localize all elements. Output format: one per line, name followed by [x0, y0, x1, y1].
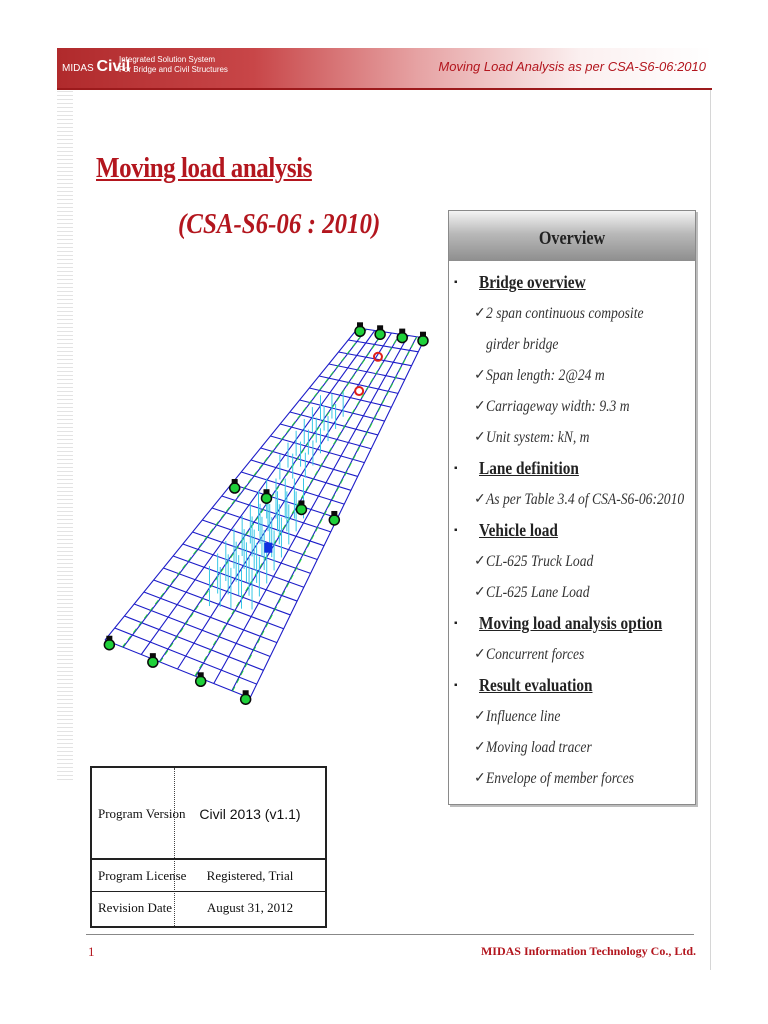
section-title-text: Vehicle load [479, 520, 558, 540]
page-number: 1 [88, 944, 95, 959]
checkmark-icon: ✓ [474, 492, 486, 507]
row-value: August 31, 2012 [206, 900, 294, 915]
bullet-icon: ▪ [454, 680, 458, 691]
overview-section-title [454, 670, 695, 701]
section-title-text: Result evaluation [479, 675, 593, 695]
item-text: CL-625 Truck Load [486, 553, 594, 570]
overview-item [474, 577, 695, 608]
item-text: Moving load tracer [486, 739, 592, 756]
overview-item [474, 639, 695, 670]
section-title-text: Bridge overview [479, 272, 586, 292]
bearing-support-icon [230, 479, 240, 493]
bullet-icon: ▪ [454, 277, 458, 288]
bearing-support-icon [296, 500, 306, 514]
item-text: Concurrent forces [486, 646, 585, 663]
brand-prefix: MIDAS [62, 63, 94, 74]
overview-item [474, 298, 695, 360]
overview-item [474, 701, 695, 732]
bridge-model-image [90, 310, 440, 705]
row-key: Revision Date [98, 900, 173, 915]
checkmark-icon: ✓ [474, 771, 486, 786]
brand-name: Civil [96, 58, 131, 75]
item-text: Influence line [486, 708, 561, 725]
bearing-support-icon [375, 325, 385, 339]
item-text: CL-625 Lane Load [486, 584, 590, 601]
mesh-long-line [214, 336, 409, 684]
overview-section-title [454, 267, 695, 298]
table-row [92, 768, 325, 858]
row-value: Civil 2013 (v1.1) [199, 806, 301, 822]
bearing-support-icon [355, 322, 365, 336]
page-subtitle: (CSA-S6-06 : 2010) [178, 208, 381, 240]
row-value: Registered, Trial [206, 868, 294, 883]
table-row [92, 891, 325, 925]
overview-section-title [454, 453, 695, 484]
footer-rule [86, 934, 694, 935]
overview-heading: Overview [449, 211, 695, 261]
checkmark-icon: ✓ [474, 554, 486, 569]
overview-item [474, 732, 695, 763]
bullet-icon: ▪ [454, 618, 458, 629]
program-info-table [90, 766, 327, 928]
table-row [92, 858, 325, 892]
bearing-support-icon [241, 690, 251, 704]
checkmark-icon: ✓ [474, 647, 486, 662]
bearing-support-icon [329, 511, 339, 525]
item-text: Carriageway width: 9.3 m [486, 398, 630, 415]
bearing-support-icon [104, 636, 114, 650]
overview-item [474, 422, 695, 453]
checkmark-icon: ✓ [474, 430, 486, 445]
overview-list [449, 261, 695, 794]
item-text: Unit system: kN, m [486, 429, 590, 446]
company-name: MIDAS Information Technology Co., Ltd. [480, 944, 696, 958]
support-icons [104, 322, 428, 704]
decorative-side-strip [57, 90, 73, 780]
item-text: As per Table 3.4 of CSA-S6-06:2010 [486, 491, 685, 508]
load-marker [264, 543, 272, 553]
item-text: 2 span continuous composite girder bridge [486, 305, 644, 353]
checkmark-icon: ✓ [474, 399, 486, 414]
bullet-icon: ▪ [454, 525, 458, 536]
right-divider [710, 90, 711, 970]
overview-item [474, 484, 695, 515]
overview-item [474, 391, 695, 422]
checkmark-icon: ✓ [474, 585, 486, 600]
overview-section-title [454, 608, 695, 639]
overview-panel [448, 210, 696, 805]
section-title-text: Moving load analysis option [479, 613, 663, 633]
mesh-long-line [123, 329, 366, 647]
bridge-deck-mesh [105, 328, 425, 698]
overview-section-title [454, 515, 695, 546]
checkmark-icon: ✓ [474, 368, 486, 383]
tagline-line-2: For Bridge and Civil Structures [119, 65, 228, 74]
checkmark-icon: ✓ [474, 740, 486, 755]
header-band [57, 48, 712, 90]
overview-item [474, 546, 695, 577]
mesh-long-line [178, 333, 392, 669]
bullet-icon: ▪ [454, 463, 458, 474]
bearing-support-icon [418, 332, 428, 346]
item-text: Envelope of member forces [486, 770, 634, 787]
page-title: Moving load analysis [96, 152, 312, 184]
bearing-support-icon [148, 653, 158, 667]
overview-item [474, 360, 695, 391]
checkmark-icon: ✓ [474, 306, 486, 321]
checkmark-icon: ✓ [474, 709, 486, 724]
section-title-text: Lane definition [479, 458, 579, 478]
row-key: Program Version [98, 806, 186, 821]
brand-tagline [119, 55, 228, 75]
item-text: Span length: 2@24 m [486, 367, 605, 384]
tagline-line-1: Integrated Solution System [119, 55, 216, 64]
hinge-marker [355, 387, 363, 395]
bearing-support-icon [397, 329, 407, 343]
row-key: Program License [98, 868, 187, 883]
bearing-support-icon [261, 489, 271, 503]
overview-item [474, 763, 695, 794]
header-page-title: Moving Load Analysis as per CSA-S6-06:2010 [438, 59, 706, 74]
